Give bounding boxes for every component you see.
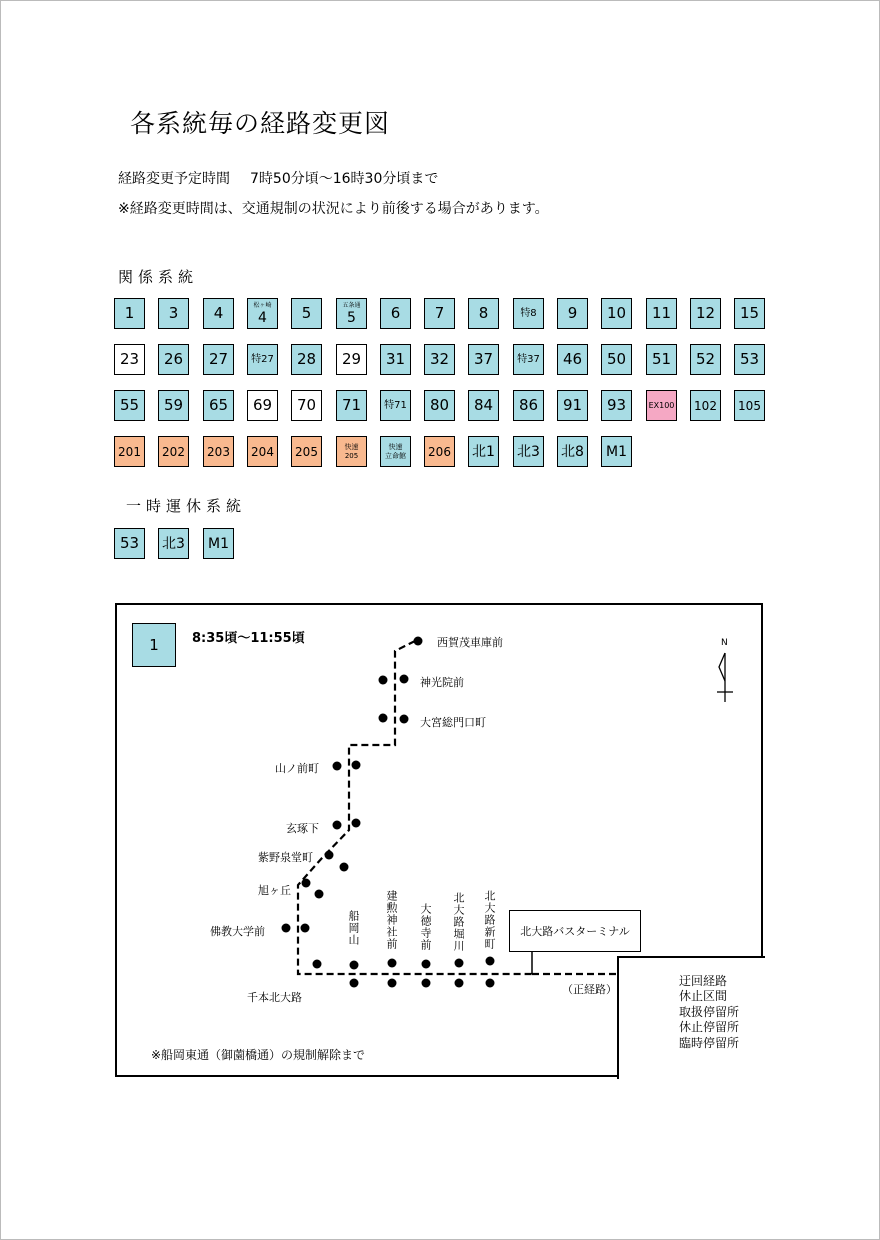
stop-shiyasendo-w	[325, 851, 334, 860]
suspended-section-path	[298, 641, 532, 974]
route-box	[291, 390, 322, 421]
route-box	[601, 344, 632, 375]
route-box-label: 53	[739, 350, 760, 368]
route-box-label: 北3	[517, 443, 540, 460]
route-box-label: 65	[208, 396, 229, 414]
stop-label-funaoka: 船岡山	[347, 910, 360, 946]
route-box-label: 特37	[517, 353, 540, 365]
route-box	[424, 436, 455, 467]
stop-label-kenkun: 建勲神社前	[385, 890, 398, 950]
stop-jinkoin-w	[379, 676, 388, 685]
schedule-time: 7時50分頃～16時30分頃まで	[250, 171, 439, 187]
stop-label-nishigamo: 西賀茂車庫前	[437, 636, 503, 649]
route-box-label: 特71	[384, 399, 407, 411]
route-box-label: 北1	[472, 443, 495, 460]
normal-route-label: （正経路）	[562, 983, 617, 996]
route-box	[380, 298, 411, 329]
route-box-label: M1	[208, 535, 229, 552]
route-box	[158, 344, 189, 375]
route-box	[424, 298, 455, 329]
route-box	[380, 344, 411, 375]
route-box-label: 1	[124, 304, 135, 322]
stop-label-daitokuji: 大徳寺前	[419, 903, 432, 951]
route-box-label: 206	[428, 444, 451, 459]
diagram-note: ※船岡東通（御薗橋通）の規制解除まで	[151, 1048, 366, 1062]
schedule-label: 経路変更予定時間	[118, 171, 230, 187]
route-box	[646, 390, 677, 421]
route-box	[203, 298, 234, 329]
route-box	[513, 390, 544, 421]
route-box-label: 4	[213, 304, 224, 322]
route-box	[336, 436, 367, 467]
route-box	[336, 298, 367, 329]
route-box	[247, 344, 278, 375]
route-box-label-2: 立命館	[385, 451, 406, 460]
route-box	[203, 436, 234, 467]
route-box	[158, 298, 189, 329]
route-box	[247, 390, 278, 421]
route-box-prefix: 五条通	[342, 301, 361, 309]
route-box-label: 29	[341, 350, 362, 368]
stop-jinkoin-e	[400, 675, 409, 684]
route-box-label: 快速	[344, 443, 359, 452]
route-box	[734, 390, 765, 421]
route-box-label-2: 205	[344, 451, 359, 460]
schedule-note: ※経路変更時間は、交通規制の状況により前後する場合があります。	[118, 201, 549, 217]
stop-label-asahi: 旭ヶ丘	[258, 884, 291, 897]
route-box	[646, 344, 677, 375]
route-box	[336, 344, 367, 375]
stop-senbon-n	[313, 960, 322, 969]
route-box-label: 201	[118, 444, 141, 459]
legend-suspended-stop: 休止停留所	[679, 1020, 740, 1034]
route-box-label: 快速	[388, 443, 403, 452]
stop-label-horikawa: 北大路堀川	[452, 892, 465, 952]
route-box	[734, 344, 765, 375]
route-box-label: 31	[385, 350, 406, 368]
route-box-label: 32	[429, 350, 450, 368]
route-box-label: 特8	[520, 307, 537, 319]
route-box	[247, 436, 278, 467]
route-box	[601, 298, 632, 329]
route-box-label: 27	[208, 350, 229, 368]
stop-label-gentaka: 玄琢下	[286, 822, 319, 835]
route-box	[114, 528, 145, 559]
route-box-label: 203	[207, 444, 230, 459]
route-box-label: 51	[651, 350, 672, 368]
stop-shinmachi-s	[486, 979, 495, 988]
route-box-label: 特27	[251, 353, 274, 365]
route-box	[203, 390, 234, 421]
route-box-label: 71	[341, 396, 362, 414]
stop-nishigamo	[414, 637, 423, 646]
route-box	[513, 344, 544, 375]
stop-shinmachi-n	[486, 957, 495, 966]
route-box	[557, 298, 588, 329]
route-box	[291, 298, 322, 329]
stop-label-shinmachi: 北大路新町	[483, 890, 496, 950]
route-box-label: 23	[119, 350, 140, 368]
route-box	[690, 344, 721, 375]
stop-shiyasendo-e	[340, 863, 349, 872]
route-box-label: 10	[606, 304, 627, 322]
route-box	[734, 298, 765, 329]
route-box-label: 202	[162, 444, 185, 459]
route-box-label: 93	[606, 396, 627, 414]
stop-bukkyo-w	[282, 924, 291, 933]
route-box-label: 4	[258, 309, 267, 326]
route-box-label: 37	[473, 350, 494, 368]
stop-horikawa-s	[455, 979, 464, 988]
route-box	[690, 390, 721, 421]
route-box-label: 12	[695, 304, 716, 322]
route-box-label: 15	[739, 304, 760, 322]
route-box	[114, 436, 145, 467]
legend-detour: 迂回経路	[679, 974, 728, 988]
stop-asahi-e	[315, 890, 324, 899]
page-title: 各系統毎の経路変更図	[130, 109, 391, 138]
route-box-label: 205	[295, 444, 318, 459]
route-box-label: 50	[606, 350, 627, 368]
north-arrow-icon	[717, 653, 733, 702]
stop-omiya-e	[400, 715, 409, 724]
route-box-label: 80	[429, 396, 450, 414]
legend-temporary-stop: 臨時停留所	[679, 1036, 740, 1050]
legend-handling-stop: 取扱停留所	[679, 1005, 740, 1019]
stop-funaoka-s	[350, 979, 359, 988]
stop-label-jinkoin: 神光院前	[420, 676, 464, 689]
route-box-label: 28	[296, 350, 317, 368]
route-box-label: 北3	[162, 535, 185, 552]
route-number-badge: 1	[132, 623, 176, 667]
route-box-label: 105	[738, 398, 761, 413]
route-box	[158, 436, 189, 467]
route-box	[646, 298, 677, 329]
route-box	[203, 344, 234, 375]
stop-daitokuji-s	[422, 979, 431, 988]
route-box	[690, 298, 721, 329]
route-box	[203, 528, 234, 559]
route-box-label: 91	[562, 396, 583, 414]
route-box-label: 52	[695, 350, 716, 368]
route-box-label: 55	[119, 396, 140, 414]
stop-label-bukkyo: 佛教大学前	[210, 925, 265, 938]
stop-omiya-w	[379, 714, 388, 723]
route-box	[424, 390, 455, 421]
legend	[617, 956, 765, 1079]
route-box-label: 70	[296, 396, 317, 414]
north-label: N	[721, 638, 728, 648]
route-box-label: 6	[390, 304, 401, 322]
route-box-label: 5	[347, 309, 356, 326]
route-box	[513, 436, 544, 467]
stop-yamanomae-e	[352, 761, 361, 770]
route-box	[557, 390, 588, 421]
route-box-label: 46	[562, 350, 583, 368]
route-box-label: 102	[694, 398, 717, 413]
route-time: 8:35頃～11:55頃	[192, 631, 305, 646]
route-box	[291, 436, 322, 467]
route-box	[557, 436, 588, 467]
stop-label-yamanomae: 山ノ前町	[275, 762, 319, 775]
route-diagram	[115, 603, 763, 1077]
route-box	[468, 298, 499, 329]
route-box	[468, 436, 499, 467]
stop-label-omiya: 大宮総門口町	[420, 716, 486, 729]
route-box-prefix: 松ヶ崎	[253, 301, 272, 309]
route-box	[513, 298, 544, 329]
schedule-line	[118, 168, 438, 188]
route-box-label: 69	[252, 396, 273, 414]
route-box-label: 84	[473, 396, 494, 414]
route-box	[114, 390, 145, 421]
route-box-label: 9	[567, 304, 578, 322]
route-box	[601, 436, 632, 467]
bus-terminal: 北大路バスターミナル	[509, 910, 641, 952]
route-box	[380, 390, 411, 421]
route-box-label: 26	[163, 350, 184, 368]
route-box-label: 5	[301, 304, 312, 322]
stop-horikawa-n	[455, 959, 464, 968]
route-box	[158, 528, 189, 559]
stop-kenkun-s	[388, 979, 397, 988]
stop-label-senbon: 千本北大路	[247, 991, 302, 1004]
route-box-label: 7	[434, 304, 445, 322]
stop-bukkyo-e	[301, 924, 310, 933]
route-box	[336, 390, 367, 421]
route-box	[468, 390, 499, 421]
route-box-label: 8	[478, 304, 489, 322]
route-box	[468, 344, 499, 375]
route-box	[114, 344, 145, 375]
route-box	[114, 298, 145, 329]
stop-gentaka-w	[333, 821, 342, 830]
stop-yamanomae-w	[333, 762, 342, 771]
route-box	[601, 390, 632, 421]
legend-suspended-section: 休止区間	[679, 989, 728, 1003]
stop-label-shiyasendo: 紫野泉堂町	[258, 851, 313, 864]
route-box	[291, 344, 322, 375]
related-heading: 関係系統	[118, 268, 199, 286]
route-box-label: 北8	[561, 443, 584, 460]
route-box-label: 204	[251, 444, 274, 459]
route-box-label: M1	[606, 443, 627, 460]
route-box	[557, 344, 588, 375]
suspended-heading: 一時運休系統	[126, 497, 247, 515]
route-box	[424, 344, 455, 375]
stop-kenkun-n	[388, 959, 397, 968]
route-box	[158, 390, 189, 421]
stop-gentaka-e	[352, 819, 361, 828]
route-box-label: 11	[651, 304, 672, 322]
stop-funaoka-n	[350, 961, 359, 970]
route-box	[380, 436, 411, 467]
route-box-label: 53	[119, 534, 140, 552]
route-box-label: 3	[168, 304, 179, 322]
route-box	[247, 298, 278, 329]
stop-daitokuji-n	[422, 960, 431, 969]
route-box-label: EX100	[648, 400, 675, 410]
route-box-label: 59	[163, 396, 184, 414]
route-box-label: 86	[518, 396, 539, 414]
stop-asahi-w	[302, 879, 311, 888]
